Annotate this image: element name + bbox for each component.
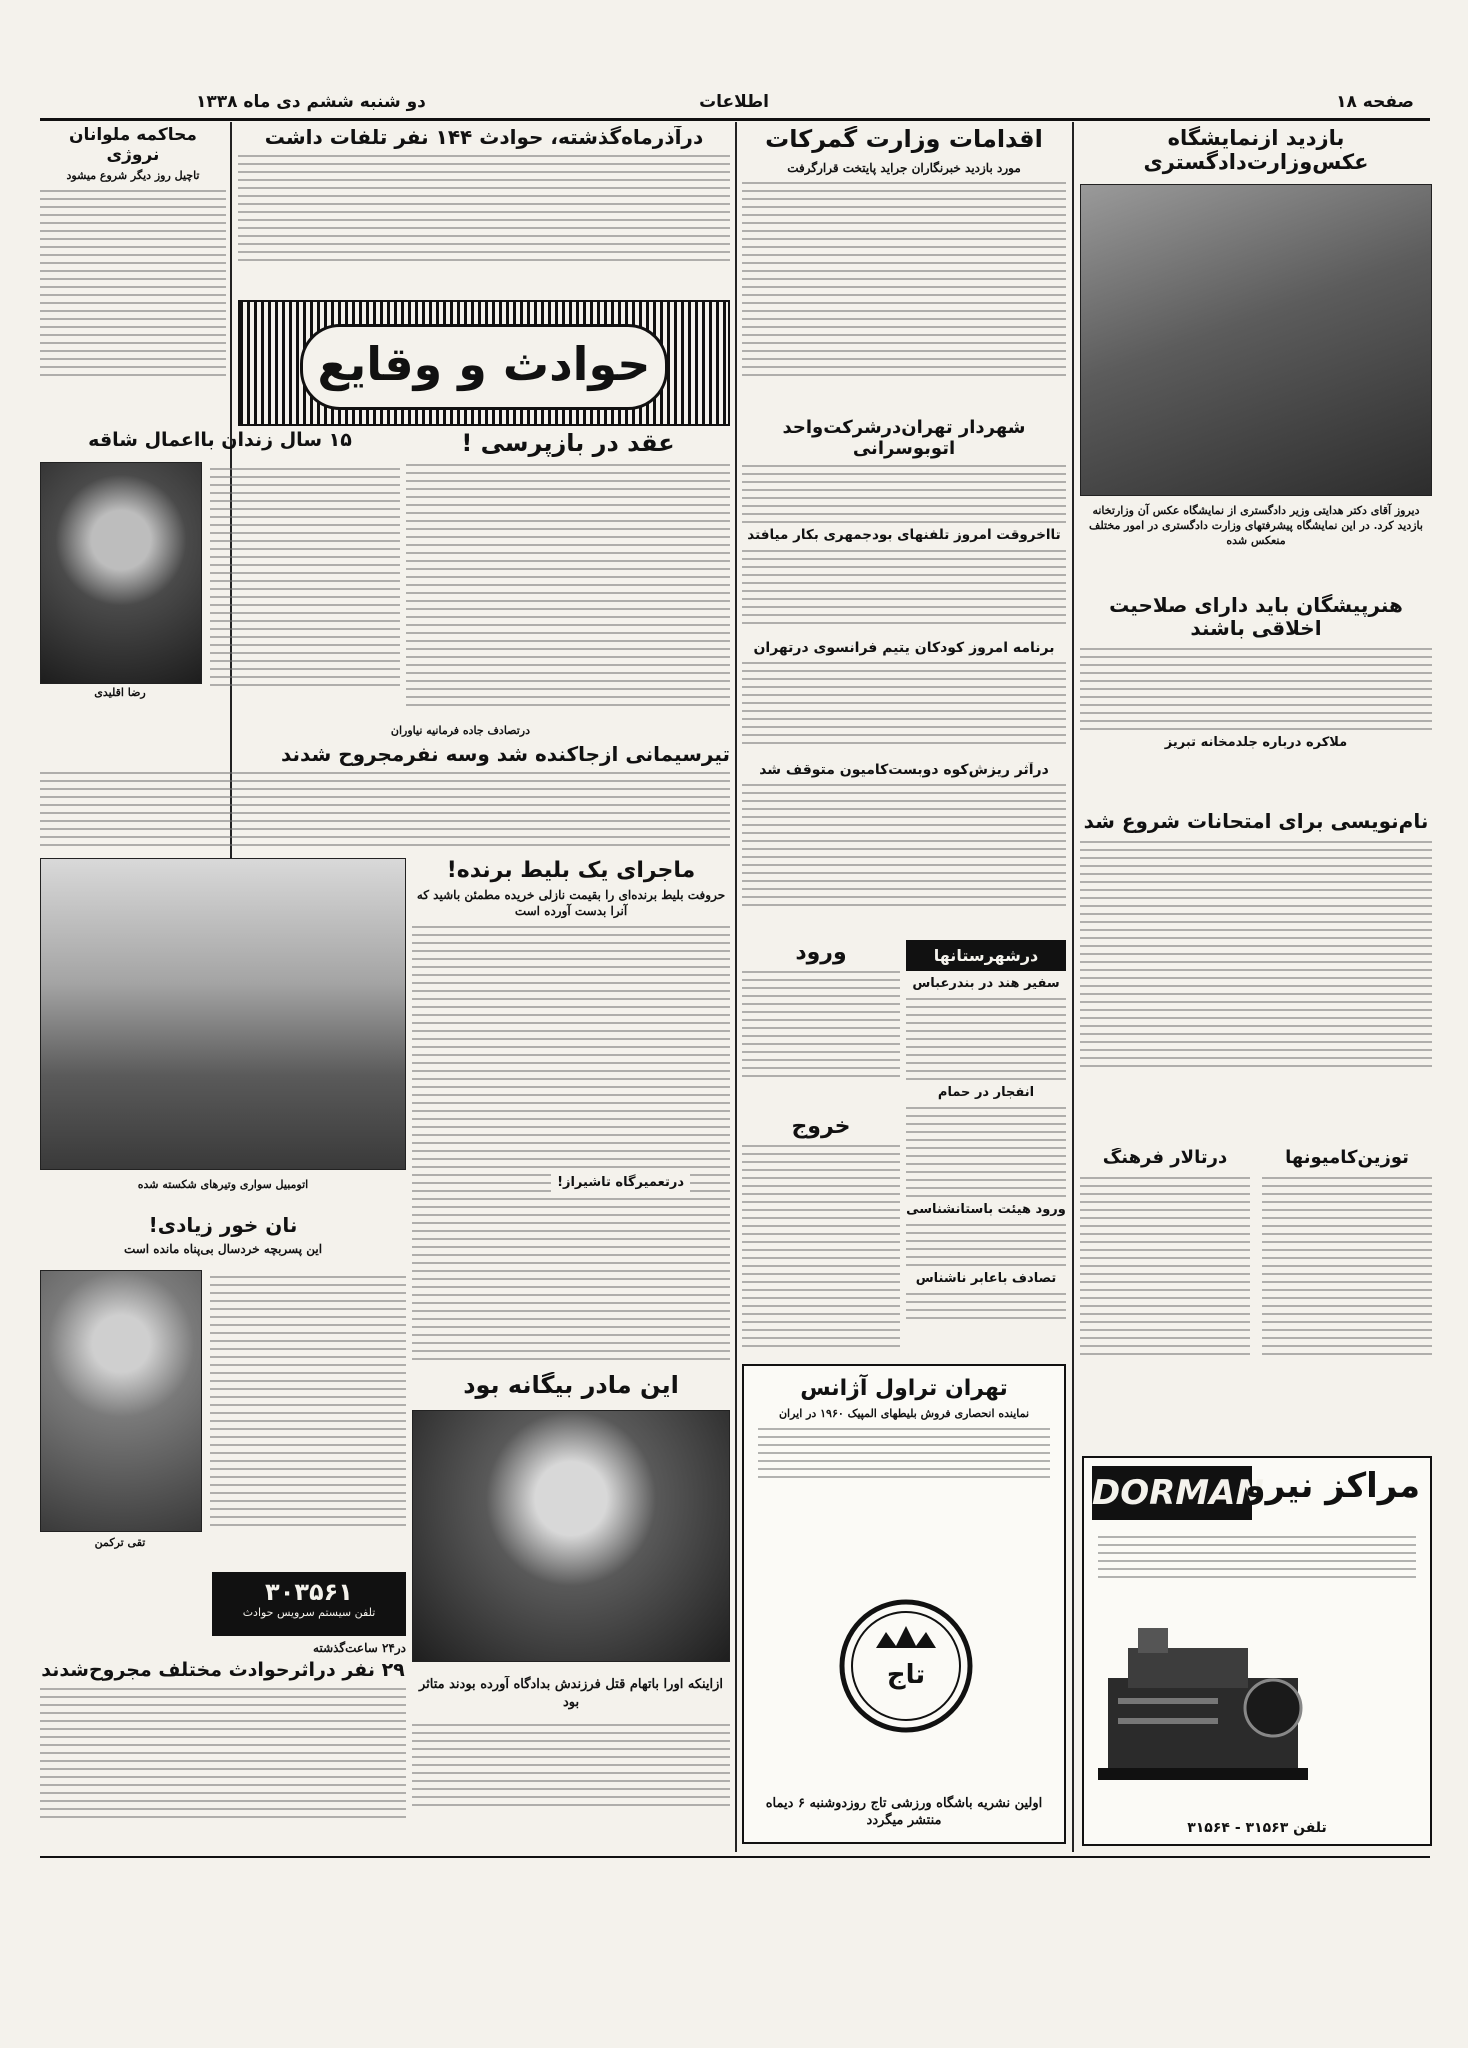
niavaran-photo (40, 858, 406, 1170)
culture-hall-article (1080, 1148, 1250, 1448)
french-orphans-title: برنامه امروز کودکان یتیم فرانسوی درتهران (753, 640, 1055, 656)
exhibition-article (1080, 126, 1432, 586)
marriage-body (406, 464, 730, 706)
city-news-body1 (906, 998, 1066, 1080)
customs-body (742, 182, 1066, 376)
bread-eater-caption: تقی ترکمن (94, 1536, 146, 1549)
city-news-article (906, 940, 1066, 1360)
culture-hall-body (1080, 1177, 1250, 1355)
customs-article (742, 126, 1066, 416)
travel-agency-line1: نماینده انحصاری فروش بلیطهای المپیک ۱۹۶۰ در ایران (778, 1407, 1030, 1421)
trucks-article (1262, 1148, 1432, 1448)
departures-title: خروج (791, 1114, 851, 1139)
travel-agency-body (758, 1428, 1050, 1478)
arrivals-article (742, 940, 900, 1110)
prison-caption: رضا اقلیدی (94, 686, 146, 699)
quarry-title: درآثر ریزش‌کوه دوبست‌کامیون متوقف شد (759, 762, 1049, 778)
niavaran-kicker: درتصادف جاده فرمانیه نیاوران (390, 724, 530, 737)
tabriz-library-title: ملاکره درباره جلدمخانه تبریز (1164, 735, 1348, 750)
bus-title: شهردار تهران‌درشرکت‌واحد اتوبوسرانی (782, 418, 1026, 459)
niavaran-photo-block (40, 858, 406, 1208)
trucks-title: توزین‌کامیونها (1285, 1148, 1409, 1168)
exhibition-title: بازدید ازنمایشگاه عکس‌وزارت‌دادگستری (1143, 126, 1369, 175)
prison-title: ۱۵ سال زندان بااعمال شاقه (88, 430, 352, 451)
phone-service-number: ۳۰۳۵۶۱ (265, 1578, 353, 1606)
issue-date: دو شنبه ششم دی ماه ۱۳۳۸ (196, 92, 426, 112)
column-rule (1072, 122, 1074, 1852)
marriage-title: عقد در بازپرسی ! (461, 430, 675, 457)
sailors-subtitle: تاچیل روز دیگر شروع میشود (66, 169, 200, 183)
dorman-ad (1082, 1456, 1432, 1846)
artists-body (1080, 648, 1432, 730)
bread-eater-subtitle: این پسربچه خردسال بی‌پناه مانده است (123, 1242, 323, 1256)
french-orphans-article (742, 640, 1066, 760)
dorman-phone: تلفن ۳۱۵۶۳ - ۳۱۵۶۴ (1187, 1820, 1327, 1836)
lottery-body (412, 926, 730, 1360)
sailors-title: محاکمه ملوانان نروژی (69, 126, 197, 165)
travel-agency-footer: اولین نشریه باشگاه ورزشی تاج روزدوشنبه ۶ دیماه منتشر میگردد (765, 1795, 1043, 1829)
lottery-title: ماجرای یک بلیط برنده! (446, 858, 696, 883)
past-24-title: ۲۹ نفر دراثرحوادث مختلف مجروح‌شدند (41, 1659, 405, 1682)
quarry-body (742, 784, 1066, 906)
stranger-mother-caption: ازاینکه اورا باتهام قتل فرزندش بدادگاه آورده بودند متاثر بود (418, 1677, 724, 1710)
city-news-body2 (906, 1107, 1066, 1197)
bread-eater-title: نان خور زیادی! (148, 1214, 298, 1237)
quarry-article (742, 762, 1066, 932)
stranger-mother-title: این مادر بیگانه بود (463, 1372, 679, 1399)
repair-shop-title: درتعمیرگاه تاشیراز! (551, 1174, 690, 1193)
prison-article (40, 430, 400, 720)
phones-article (742, 528, 1066, 638)
accidents-month-body (238, 155, 730, 261)
taj-emblem-icon (836, 1596, 976, 1736)
past-24-body (40, 1688, 406, 1818)
phones-title: تاآخروقت امروز تلفنهای بودجمهری بکار میافتد (747, 528, 1061, 543)
niavaran-caption: اتومبیل سواری وتیرهای شکسته شده (137, 1178, 309, 1191)
stranger-mother-photo (412, 1410, 730, 1662)
accidents-month-article (238, 126, 730, 296)
bus-article (742, 418, 1066, 526)
lottery-subtitle: حروفت بلیط برنده‌ای را بقیمت نازلی خریده مطمئن باشید که آنرا بدست آورده است (416, 888, 726, 919)
marriage-article (406, 430, 730, 720)
bread-eater-body (210, 1270, 406, 1532)
arrivals-title: ورود (795, 940, 847, 965)
dorman-title: مراکز نیرو (1244, 1466, 1420, 1506)
sailors-article (40, 126, 226, 426)
travel-agency-ad (742, 1364, 1066, 1844)
phones-body (742, 550, 1066, 624)
exams-body (1080, 841, 1432, 1067)
bus-body (742, 465, 1066, 526)
header-rule (40, 118, 1430, 121)
accidents-month-title: درآذرماه‌گذشته، حوادث ۱۴۴ نفر تلفات داشت (264, 126, 704, 149)
sailors-body (40, 190, 226, 376)
lottery-article (412, 858, 730, 1368)
stranger-mother-body (412, 1718, 730, 1844)
city-news-item4: تصادف باعابر ناشناس (915, 1270, 1057, 1286)
niavaran-article (40, 724, 730, 854)
exams-title: نام‌نویسی برای امتحانات شروع شد (1083, 810, 1429, 833)
page-number: صفحه ۱۸ (1336, 92, 1414, 112)
taj-emblem-text: تاج (886, 1660, 926, 1690)
phone-service-text: تلفن سیستم سرویس حوادث (242, 1606, 376, 1619)
french-orphans-body (742, 662, 1066, 744)
city-news-item3: ورود هیئت باستانشناسی (906, 1201, 1066, 1217)
city-news-body4 (906, 1293, 1066, 1319)
niavaran-title: تیرسیمانی ازجاکنده شد وسه نفرمجروح شدند (280, 741, 730, 766)
travel-agency-title: تهران تراول آژانس (800, 1376, 1008, 1401)
niavaran-body (40, 772, 730, 846)
stranger-mother-article (412, 1372, 730, 1672)
prison-photo (40, 462, 202, 684)
prison-body (210, 462, 400, 692)
past-24-article (40, 1640, 406, 1850)
departures-article (742, 1114, 900, 1354)
artists-title: هنرپیشگان باید دارای صلاحیت اخلاقی باشند (1109, 594, 1403, 640)
bread-eater-photo (40, 1270, 202, 1532)
footer-rule (40, 1856, 1430, 1858)
customs-subtitle: مورد بازدید خبرنگاران جرايد پایتخت قرارگرفت (787, 160, 1021, 175)
city-news-item1: سفیر هند در بندرعباس (912, 976, 1060, 991)
engine-icon (1098, 1618, 1308, 1788)
city-news-banner: درشهرستانها (906, 940, 1066, 971)
bread-eater-article (40, 1214, 406, 1564)
paper-name: اطلاعات (699, 92, 769, 112)
dorman-brand: DORMAN (1092, 1466, 1252, 1520)
trucks-body (1262, 1177, 1432, 1355)
customs-title: اقدامات وزارت گمرکات (765, 126, 1043, 153)
dorman-text (1098, 1530, 1416, 1584)
artists-article (1080, 594, 1432, 804)
incidents-banner (238, 300, 730, 426)
culture-hall-title: درتالار فرهنگ (1102, 1148, 1228, 1168)
incidents-banner-text: حوادث و وقايع (300, 324, 668, 410)
column-rule (735, 122, 737, 1852)
city-news-body3 (906, 1224, 1066, 1266)
city-news-item2: انفجار در حمام (937, 1084, 1035, 1100)
phone-service-ad (212, 1572, 406, 1636)
exams-article (1080, 810, 1432, 1140)
exhibition-caption: دیروز آقای دکتر هدایتی وزیر دادگستری از نمایشگاه عکس آن وزارتخانه بازدید کرد. در این نمایشگاه پیشرفتهای وزارت دادگستری در امور مختلف منعکس شده (1089, 504, 1423, 547)
exhibition-photo (1080, 184, 1432, 496)
arrivals-body (742, 971, 900, 1077)
departures-body (742, 1145, 900, 1347)
past-24-kicker: در۲۴ ساعت‌گذشته (313, 1641, 406, 1655)
